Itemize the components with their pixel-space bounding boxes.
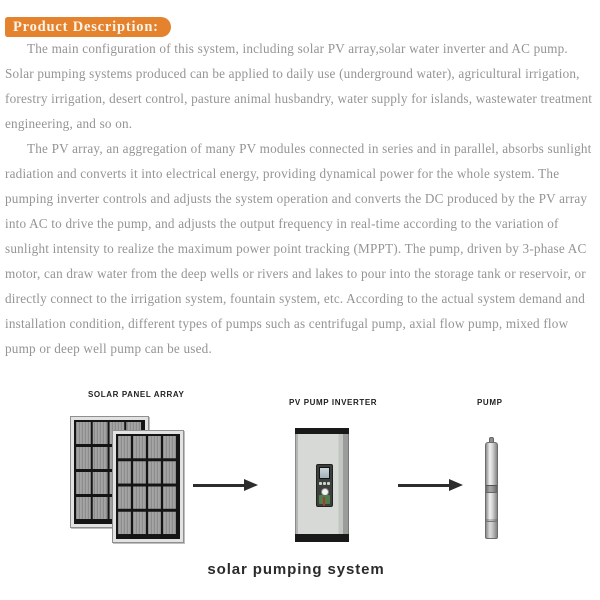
description-paragraph-1: The main configuration of this system, including solar PV array,solar water inverter and AC pump. Solar pumping systems produced can be applied to daily use (underground water), agricultural irrigation, forestry irrigation, desert control, pasture animal husbandry, water supply for islands, wastewater treatment engineering, and so on. bbox=[5, 41, 593, 131]
arrow-right-icon bbox=[193, 484, 245, 487]
description-paragraph-2: The PV array, an aggregation of many PV modules connected in series and in parallel, absorbs sunlight radiation and converts it into electrical energy, providing dynamical power for the whole system. The pumping inverter controls and adjusts the system operation and converts the DC produced by the PV array into AC to drive the pump, and adjusts the output frequency in real-time according to the variation of sunlight intensity to realize the maximum power point tracking (MPPT). The pump, driven by 3-phase AC motor, can draw water from the deep wells or rivers and lakes to pour into the storage tank or reservoir, or directly connect to the irrigation system, fountain system, etc. According to the actual system demand and installation condition, different types of pumps such as centrifugal pump, axial flow pump, mixed flow pump or deep well pump can be used. bbox=[5, 141, 592, 356]
inverter-red-marker bbox=[323, 497, 325, 506]
pump-body bbox=[485, 442, 498, 539]
description-text bbox=[5, 36, 596, 361]
inverter-control-panel bbox=[316, 464, 333, 507]
solar-panel-array-label: SOLAR PANEL ARRAY bbox=[88, 390, 185, 399]
section-header-label: Product Description: bbox=[13, 18, 159, 35]
pv-pump-inverter-label: PV PUMP INVERTER bbox=[289, 398, 378, 407]
solar-panel-front bbox=[112, 430, 184, 543]
submersible-pump-graphic bbox=[485, 437, 498, 539]
pump-label: PUMP bbox=[477, 398, 503, 407]
pump-motor-section bbox=[486, 521, 497, 538]
diagram-caption: solar pumping system bbox=[207, 561, 385, 578]
inverter-body bbox=[295, 434, 349, 534]
solar-panel-cells bbox=[116, 434, 180, 539]
pv-pump-inverter-graphic bbox=[295, 428, 349, 542]
inverter-bottom-vent bbox=[295, 534, 349, 542]
inverter-lcd-display bbox=[319, 467, 330, 479]
pump-coupling-band bbox=[486, 485, 497, 493]
arrow-right-icon bbox=[398, 484, 450, 487]
inverter-buttons bbox=[319, 482, 330, 486]
section-header-badge bbox=[5, 17, 171, 37]
